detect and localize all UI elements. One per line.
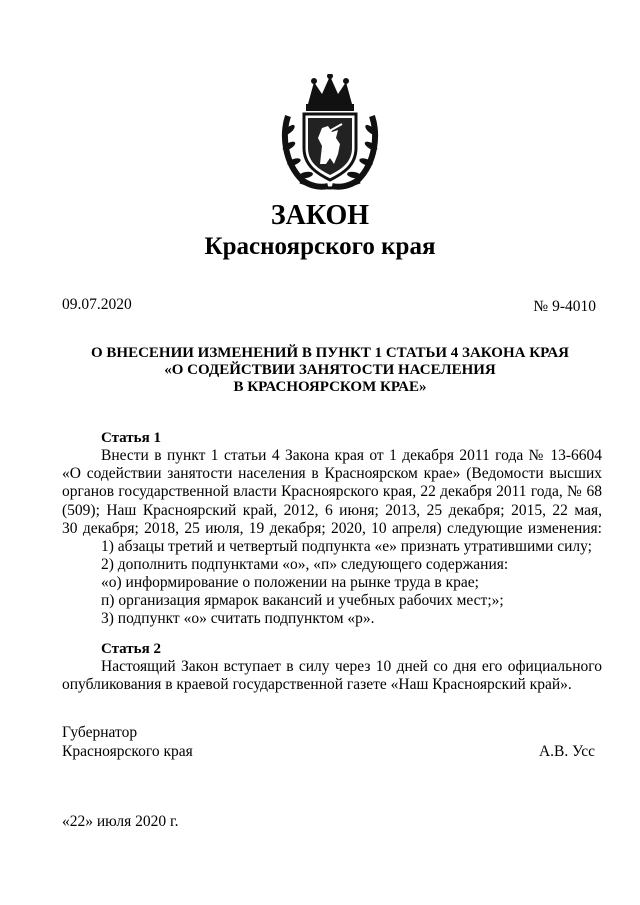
article-1-item: п) организация ярмарок вакансий и учебных рабочих мест;»; bbox=[101, 592, 504, 609]
signer-region: Красноярского края bbox=[62, 743, 193, 760]
law-number: № 9-4010 bbox=[533, 298, 596, 315]
article-2-line: опубликования в краевой государственной газете «Наш Красноярский край». bbox=[62, 676, 572, 694]
document-title: ЗАКОН bbox=[270, 200, 370, 231]
law-date: 09.07.2020 bbox=[62, 296, 132, 313]
article-1-item: 1) абзацы третий и четвертый подпункта «е» признать утратившими силу; bbox=[101, 538, 592, 555]
article-1-body bbox=[62, 447, 602, 538]
coat-of-arms-icon bbox=[280, 74, 380, 192]
signer-name: А.В. Усс bbox=[538, 743, 595, 760]
article-1-line: органов государственной власти Красноярского края, 22 декабря 2011 года, № 68 bbox=[62, 483, 602, 501]
article-1-item: 3) подпункт «о» считать подпунктом «р». bbox=[101, 610, 375, 627]
heading-line: В КРАСНОЯРСКОМ КРАЕ» bbox=[233, 379, 427, 395]
heading-line: «О СОДЕЙСТВИИ ЗАНЯТОСТИ НАСЕЛЕНИЯ bbox=[164, 362, 496, 378]
signer-position: Губернатор bbox=[62, 724, 138, 741]
article-2-title: Статья 2 bbox=[101, 641, 161, 657]
article-1-line: «О содействии занятости населения в Красноярском крае» (Ведомости высших bbox=[62, 465, 602, 483]
article-1-item: 2) дополнить подпунктами «о», «п» следующего содержания: bbox=[101, 556, 509, 573]
document-subtitle: Красноярского края bbox=[204, 233, 436, 260]
article-1-line: 30 декабря; 2018, 25 июля, 19 декабря; 2020, 10 апреля) следующие изменения: bbox=[62, 519, 602, 537]
signature-date: «22» июля 2020 г. bbox=[62, 813, 179, 830]
law-heading bbox=[40, 345, 620, 396]
article-1-line: Внести в пункт 1 статьи 4 Закона края от 1 декабря 2011 года № 13-6604 bbox=[101, 447, 602, 464]
article-2-line: Настоящий Закон вступает в силу через 10 дней со дня его официального bbox=[101, 658, 602, 675]
article-1-title: Статья 1 bbox=[101, 430, 161, 446]
article-1-line: (509); Наш Красноярский край, 2012, 6 июня; 2013, 25 декабря; 2015, 22 мая, bbox=[62, 501, 602, 519]
heading-line: О ВНЕСЕНИИ ИЗМЕНЕНИЙ В ПУНКТ 1 СТАТЬИ 4 ЗАКОНА КРАЯ bbox=[91, 345, 569, 361]
article-2-body bbox=[62, 658, 602, 694]
article-1-item: «о) информирование о положении на рынке труда в крае; bbox=[101, 574, 479, 591]
